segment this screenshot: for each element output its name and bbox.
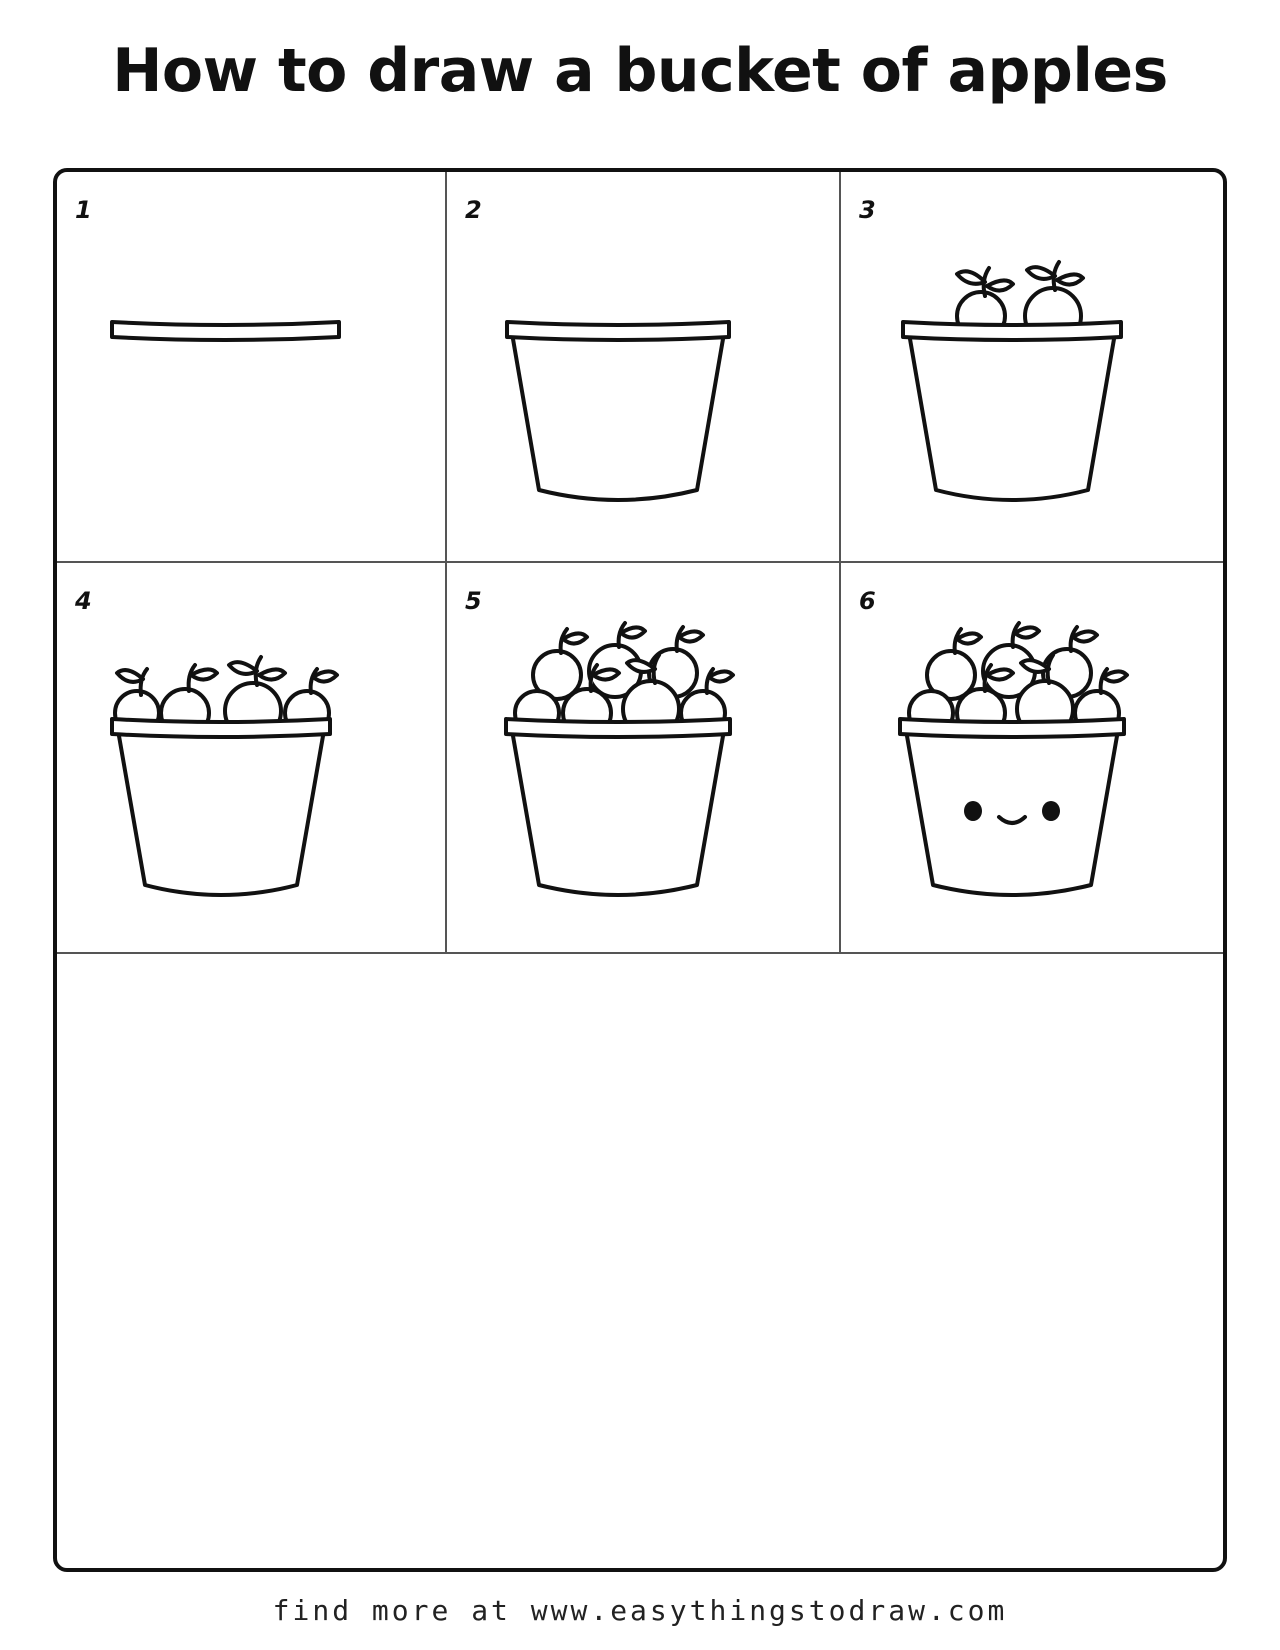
step-cell-5	[447, 563, 839, 952]
bucket-full-of-apples-drawing	[447, 563, 839, 952]
drawing-steps-frame	[53, 168, 1227, 1572]
step-cell-1	[57, 172, 445, 561]
step-cell-4	[57, 563, 445, 952]
step-number: 4	[75, 587, 92, 615]
step-cell-6	[841, 563, 1223, 952]
bucket-drawing	[447, 172, 839, 561]
bucket-rim-drawing	[57, 172, 445, 561]
step-number: 1	[75, 196, 92, 224]
bucket-with-two-apples-drawing	[841, 172, 1223, 561]
footer-text: find more at www.easythingstodraw.com	[272, 1594, 1008, 1627]
smiling-bucket-of-apples-drawing	[841, 563, 1223, 952]
step-number: 5	[465, 587, 482, 615]
practice-drawing-area	[57, 954, 1223, 1568]
step-cell-3	[841, 172, 1223, 561]
page-title: How to draw a bucket of apples	[112, 36, 1168, 106]
step-cell-2	[447, 172, 839, 561]
step-number: 6	[859, 587, 876, 615]
bucket-with-apples-row-drawing	[57, 563, 445, 952]
step-number: 3	[859, 196, 876, 224]
step-number: 2	[465, 196, 482, 224]
